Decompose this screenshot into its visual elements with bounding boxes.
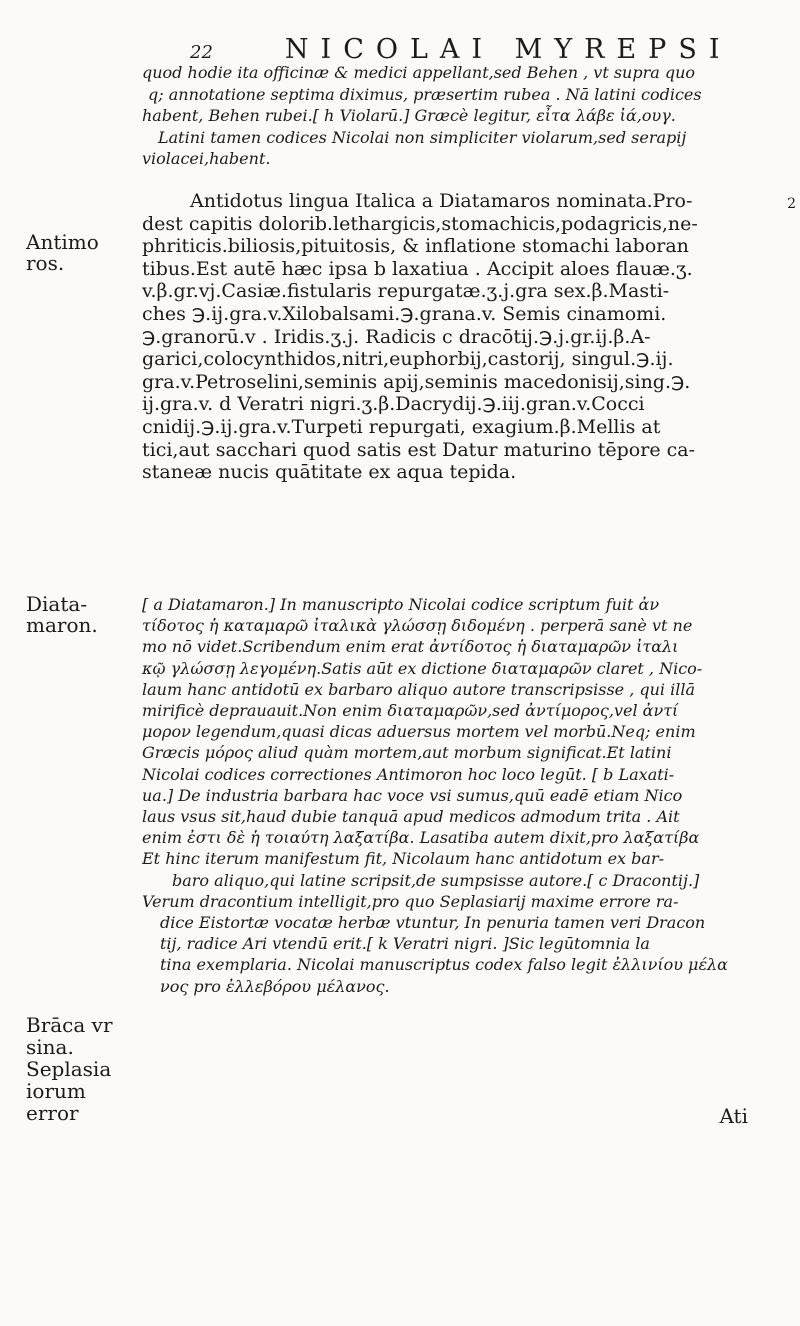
text-line: [ a Diatamaron.] In manuscripto Nicolai codice scriptum fuit ἀν	[142, 595, 660, 614]
margin-note-braca	[26, 1014, 113, 1124]
text-line: Verum dracontium intelligit,pro quo Seplasiarij maxime errore ra-	[142, 891, 679, 911]
margin-line: iorum	[26, 1079, 86, 1103]
text-line: phriticis.biliosis,pituitosis, & inflatione stomachi laboran	[142, 235, 689, 258]
text-line: Græcis μόρος aliud quàm mortem,aut morbum significat.Et latini	[142, 743, 672, 763]
margin-line: Antimo	[26, 230, 99, 254]
text-line: Latini tamen codices Nicolai non simpliciter violarum,sed serapij	[158, 127, 687, 147]
main-paragraph	[142, 190, 792, 484]
text-line: laus vsus sit,haud dubie tanquā apud medicos admodum trita . Ait	[142, 807, 680, 827]
text-line: Et hinc iterum manifestum fit, Nicolaum hanc antidotum ex bar-	[142, 849, 664, 869]
text-line: staneæ nucis quātitate ex aqua tepida.	[142, 461, 517, 484]
text-line: garici,colocynthidos,nitri,euphorbij,castorij, singul.℈.ij.	[142, 348, 674, 371]
text-line: baro aliquo,qui latine scripsit,de sumpsisse autore.[ c Dracontij.]	[172, 870, 700, 890]
text-line: tibus.Est autē hæc ipsa b laxatiua . Accipit aloes flauæ.ʒ.	[142, 257, 693, 280]
text-line: enim ἐστι δὲ ἡ τοιαύτη λαξατίβα. Lasatiba autem dixit,pro λαξατίβα	[142, 828, 700, 848]
text-line: Antidotus lingua Italica a Diatamaros nominata.Pro-	[190, 190, 693, 212]
text-line: laum hanc antidotū ex barbaro aliquo autore transcripsisse , qui illā	[142, 679, 696, 699]
margin-note-diatamaron	[26, 594, 98, 636]
annotation-block-top	[142, 62, 792, 170]
margin-line: Diata-	[26, 592, 88, 616]
page-header	[190, 34, 750, 65]
page-number: 22	[190, 42, 213, 63]
margin-line: ros.	[26, 251, 65, 275]
text-line: tij, radice Ari vtendū erit.[ k Veratri nigri. ]Sic legūtomnia la	[160, 934, 650, 954]
text-line: quod hodie ita officinæ & medici appellant,sed Behen , vt supra quo	[142, 63, 696, 82]
text-line: mo nō videt.Scribendum enim erat ἀντίδοτος ἡ διαταμαρῶν ἰταλι	[142, 637, 679, 657]
text-line: q; annotatione septima diximus, præsertim rubea . Nā latini codices	[148, 84, 702, 104]
text-line: dest capitis dolorib.lethargicis,stomachicis,podagricis,ne-	[142, 212, 698, 235]
text-line: gra.v.Petroselini,seminis apij,seminis macedonisij,sing.℈.	[142, 370, 691, 393]
running-head: NICOLAI MYREPSI	[284, 34, 732, 65]
text-line: κῷ γλώσσῃ λεγομένη.Satis aūt ex dictione διαταμαρῶν claret , Nico-	[142, 658, 703, 678]
text-line: ua.] De industria barbara hac voce vsi sumus,quū eadē etiam Nico	[142, 785, 683, 805]
line-number: 2	[787, 196, 796, 212]
text-line: v.β.gr.vj.Casiæ.fistularis repurgatæ.ʒ.j.gra sex.β.Masti-	[142, 280, 670, 303]
margin-line: Seplasia	[26, 1057, 112, 1081]
text-line: dice Eistortæ vocatæ herbæ vtuntur, In penuria tamen veri Dracon	[160, 913, 706, 933]
text-line: tici,aut sacchari quod satis est Datur maturino tēpore ca-	[142, 438, 696, 461]
annotation-block-bottom	[142, 594, 792, 997]
text-line: mirificè deprauauit.Non enim διαταμαρῶν,sed ἀντίμορος,vel ἀντί	[142, 701, 679, 721]
text-line: tina exemplaria. Nicolai manuscriptus codex falso legit ἐλλινίου μέλα	[160, 955, 728, 975]
text-line: ches ℈.ij.gra.v.Xilobalsami.℈.grana.v. Semis cinamomi.	[142, 302, 667, 325]
text-line: μορον legendum,quasi dicas aduersus mortem vel morbū.Neq; enim	[142, 722, 696, 742]
text-line: violacei,habent.	[142, 149, 271, 168]
text-line: νος pro ἐλλεβόρου μέλανος.	[160, 976, 390, 996]
catchword: Ati	[719, 1104, 748, 1128]
text-line: ℈.granorū.v . Iridis.ʒ.j. Radicis c dracōtij.℈.j.gr.ij.β.A-	[142, 325, 651, 348]
text-line: ij.gra.v. d Veratri nigri.ʒ.β.Dacrydij.℈.iij.gran.v.Cocci	[142, 393, 645, 416]
text-line: Nicolai codices correctiones Antimoron hoc loco legūt. [ b Laxati-	[142, 764, 675, 784]
text-line: cnidij.℈.ij.gra.v.Turpeti repurgati, exagium.β.Mellis at	[142, 415, 661, 438]
text-line: habent, Behen rubei.[ h Violarū.] Græcè legitur, εἶτα λάβε ἰά,ουγ.	[142, 106, 676, 125]
text-line: τίδοτος ἡ καταμαρῶ ἰταλικὰ γλώσσῃ διδομένη . perperā sanè vt ne	[142, 616, 693, 636]
margin-note-antimoros	[26, 232, 99, 274]
margin-line: maron.	[26, 613, 98, 637]
margin-line: error	[26, 1101, 79, 1125]
margin-line: Brāca vr	[26, 1013, 113, 1037]
margin-line: sina.	[26, 1035, 74, 1059]
